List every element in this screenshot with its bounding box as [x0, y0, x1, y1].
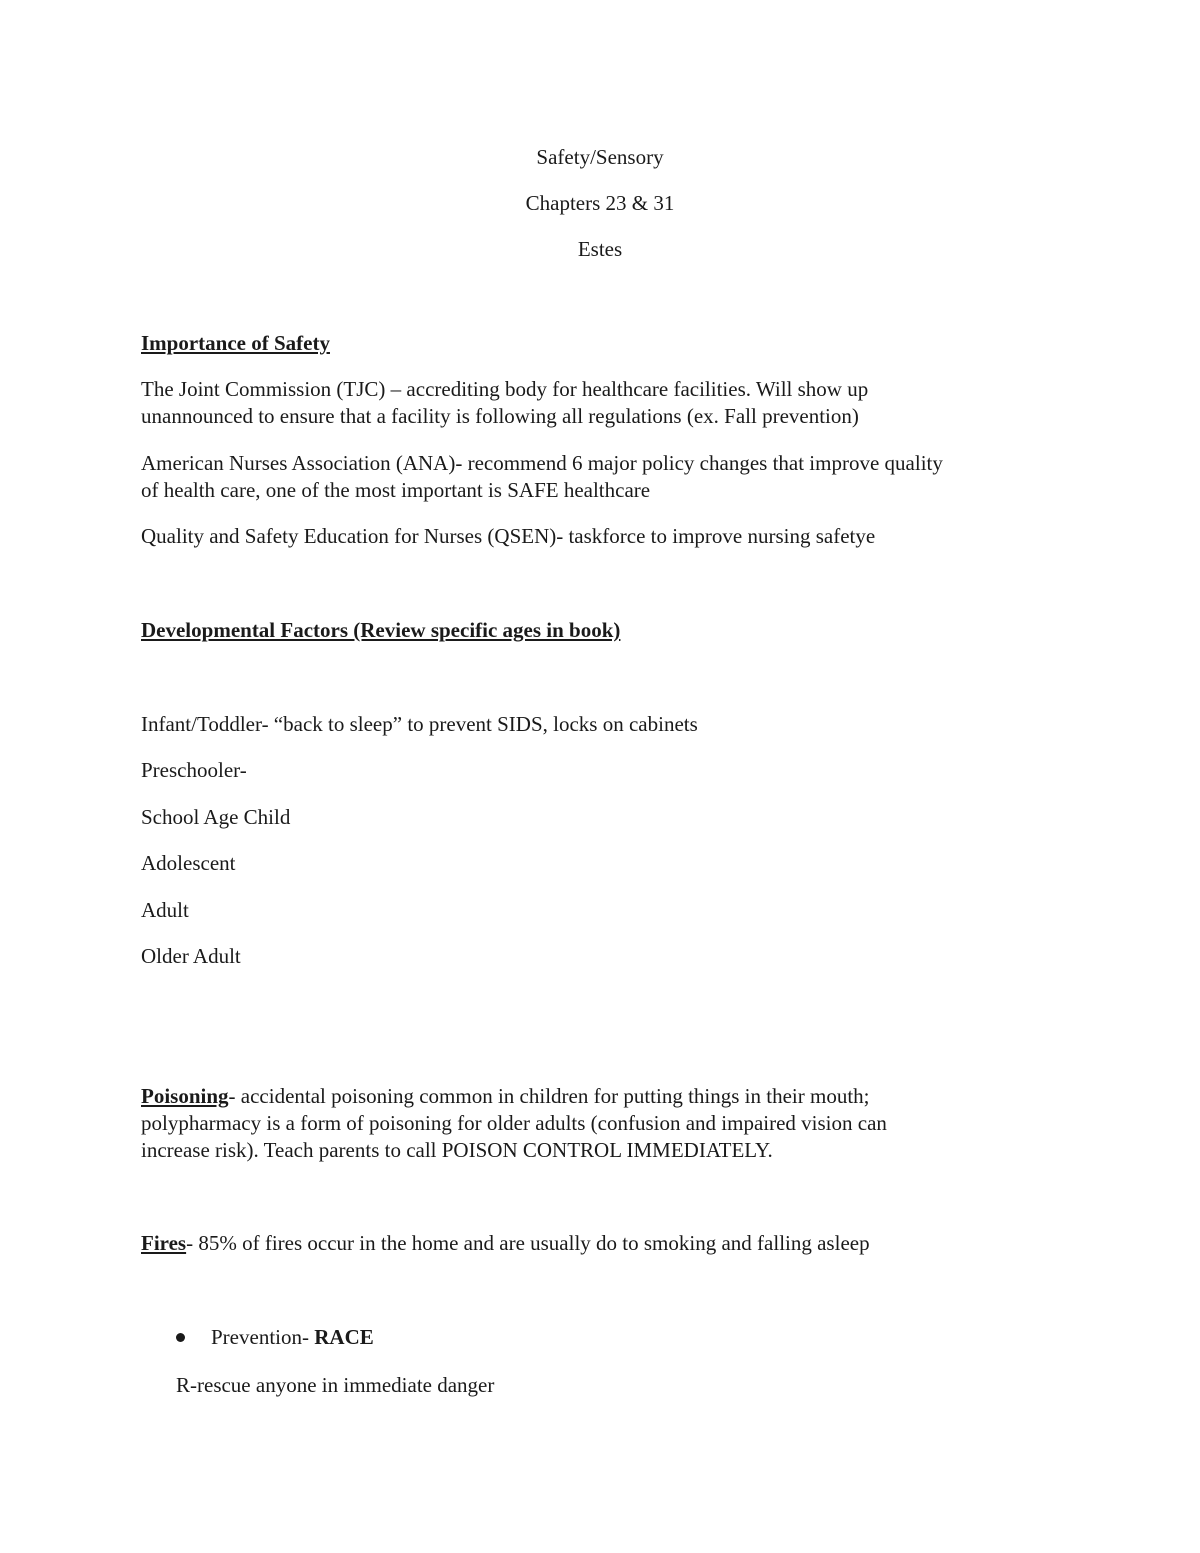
tjc-line-2: unannounced to ensure that a facility is following all regulations (ex. Fall prevention) [141, 404, 859, 428]
chapters-line: Chapters 23 & 31 [525, 191, 675, 215]
race-bullet-item [211, 1324, 374, 1351]
ana-line-1: American Nurses Association (ANA)- recommend 6 major policy changes that improve quality [141, 451, 943, 475]
poisoning-label: Poisoning [141, 1084, 229, 1108]
document-title: Safety/Sensory [536, 145, 664, 169]
poisoning-line-3: increase risk). Teach parents to call POISON CONTROL IMMEDIATELY. [141, 1138, 773, 1162]
dev-item-preschooler: Preschooler- [141, 758, 247, 782]
author-line: Estes [577, 237, 623, 261]
qsen-line: Quality and Safety Education for Nurses (QSEN)- taskforce to improve nursing safetye [141, 524, 876, 548]
ana-line-2: of health care, one of the most important is SAFE healthcare [141, 478, 651, 502]
prevention-label: Prevention- [211, 1325, 315, 1349]
race-acronym: RACE [314, 1325, 374, 1349]
fires-text: - 85% of fires occur in the home and are usually do to smoking and falling asleep [186, 1231, 870, 1255]
importance-heading: Importance of Safety [141, 331, 330, 355]
poisoning-text-1: - accidental poisoning common in children for putting things in their mouth; [228, 1084, 870, 1108]
dev-item-school-age: School Age Child [141, 805, 291, 829]
dev-item-adult: Adult [141, 898, 189, 922]
bullet-icon [176, 1333, 185, 1342]
poisoning-line-2: polypharmacy is a form of poisoning for older adults (confusion and impaired vision can [141, 1111, 887, 1135]
race-r-line: R-rescue anyone in immediate danger [176, 1373, 495, 1397]
tjc-line-1: The Joint Commission (TJC) – accrediting body for healthcare facilities. Will show up [141, 377, 869, 401]
developmental-heading: Developmental Factors (Review specific ages in book) [141, 618, 621, 642]
fires-line [141, 1230, 1061, 1257]
poisoning-line-1 [141, 1083, 1061, 1110]
fires-label: Fires [141, 1231, 187, 1255]
dev-item-older-adult: Older Adult [141, 944, 241, 968]
dev-item-adolescent: Adolescent [141, 851, 236, 875]
dev-item-infant: Infant/Toddler- “back to sleep” to prevent SIDS, locks on cabinets [141, 712, 698, 736]
